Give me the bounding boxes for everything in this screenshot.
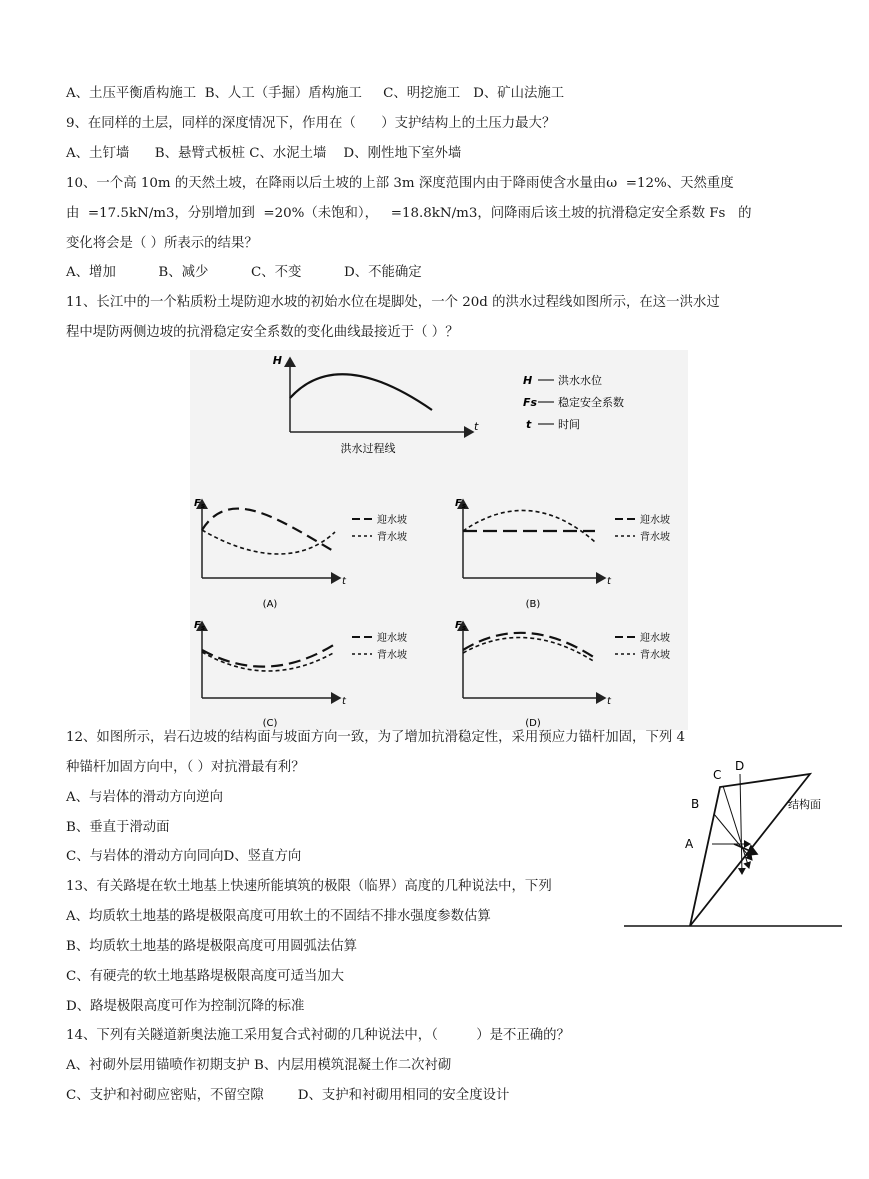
question-12-option-a: A、与岩体的滑动方向逆向 <box>66 790 223 805</box>
panel-b-x-label: t <box>607 576 611 587</box>
panel-b <box>455 498 670 610</box>
legend-text-t: 时间 <box>558 418 580 431</box>
flood-curve <box>290 374 432 410</box>
panel-c-downstream-label: 背水坡 <box>377 650 407 661</box>
panel-c-upstream-label: 迎水坡 <box>377 633 407 644</box>
panel-d-upstream-curve <box>463 633 595 658</box>
label-b: B <box>691 797 700 811</box>
panel-c-y-label: $F_s$ <box>194 620 206 632</box>
panel-d-x-label: t <box>607 696 611 707</box>
panel-a-y-label: $F_s$ <box>194 498 206 510</box>
figure-question-11 <box>190 350 688 730</box>
panel-a-upstream-label: 迎水坡 <box>377 515 407 526</box>
panel-d-downstream-label: 背水坡 <box>640 650 670 661</box>
question-13-option-a: A、均质软土地基的路堤极限高度可用软土的不固结不排水强度参数估算 <box>66 909 491 924</box>
slope-outline <box>690 774 810 926</box>
question-12-option-b: B、垂直于滑动面 <box>66 820 170 835</box>
flood-x-axis-label: t <box>474 420 479 433</box>
label-a: A <box>685 837 694 851</box>
panel-a-downstream-label: 背水坡 <box>377 532 407 543</box>
panel-d-caption: (D) <box>525 718 541 729</box>
question-10-line-1: 10、一个高 10m 的天然土坡，在降雨以后土坡的上部 3m 深度范围内由于降雨使含水量由ω =12%、天然重度 <box>66 176 734 191</box>
flood-hydrograph <box>273 354 479 455</box>
question-12-option-c-d: C、与岩体的滑动方向同向D、竖直方向 <box>66 849 302 864</box>
question-11-line-1: 11、长江中的一个粘质粉土堤防迎水坡的初始水位在堤脚处，一个 20d 的洪水过程线如图所示，在这一洪水过 <box>66 295 720 310</box>
question-10-line-2: 由 =17.5kN/m3，分别增加到 =20%（未饱和）， =18.8kN/m3，问降雨后该土坡的抗滑稳定安全系数 Fs 的 <box>66 206 752 221</box>
panel-a <box>194 498 407 610</box>
question-9-options: A、土钉墙 B、悬臂式板桩 C、水泥土墙 D、刚性地下室外墙 <box>66 146 462 161</box>
panel-a-downstream-curve <box>202 530 335 554</box>
panel-c-x-label: t <box>342 696 346 707</box>
panel-a-upstream-curve <box>202 509 335 552</box>
panel-d-y-label: $F_s$ <box>455 620 467 632</box>
panel-b-caption: (B) <box>525 599 541 610</box>
question-9: 9、在同样的土层，同样的深度情况下，作用在（ ）支护结构上的土压力最大？ <box>66 116 556 131</box>
legend-text-fs: 稳定安全系数 <box>558 396 624 409</box>
panel-c-caption: (C) <box>262 718 278 729</box>
legend-symbol-fs: Fs <box>523 396 538 409</box>
panel-a-x-label: t <box>342 576 346 587</box>
panel-a-caption: (A) <box>262 599 278 610</box>
anchor-b <box>714 814 752 860</box>
legend-text-h: 洪水水位 <box>558 374 602 387</box>
panel-c-upstream-curve <box>202 644 335 667</box>
question-14-option-a-b: A、衬砌外层用锚喷作初期支护 B、内层用模筑混凝土作二次衬砌 <box>66 1058 452 1073</box>
label-d: D <box>735 759 745 773</box>
panel-c <box>194 620 407 729</box>
anchor-d <box>740 774 742 874</box>
question-13-option-b: B、均质软土地基的路堤极限高度可用圆弧法估算 <box>66 939 358 954</box>
question-12-line-1: 12、如图所示，岩石边坡的结构面与坡面方向一致，为了增加抗滑稳定性，采用预应力锚杆加固，下列 4 <box>66 730 685 745</box>
panel-b-y-label: $F_s$ <box>455 498 467 510</box>
label-structural-plane: 结构面 <box>788 798 821 811</box>
question-14-option-c-d: C、支护和衬砌应密贴，不留空隙 D、支护和衬砌用相同的安全度设计 <box>66 1088 510 1103</box>
panel-b-downstream-label: 背水坡 <box>640 532 670 543</box>
question-11-line-2: 程中堤防两侧边坡的抗滑稳定安全系数的变化曲线最接近于（ ）？ <box>66 325 459 340</box>
panel-d <box>455 620 670 729</box>
question-13: 13、有关路堤在软土地基上快速所能填筑的极限（临界）高度的几种说法中，下列 <box>66 879 552 894</box>
question-13-option-c: C、有硬壳的软土地基路堤极限高度可适当加大 <box>66 969 345 984</box>
panel-b-upstream-label: 迎水坡 <box>640 515 670 526</box>
flood-caption: 洪水过程线 <box>340 442 396 455</box>
legend-symbol-h: H <box>523 374 533 387</box>
panel-b-downstream-curve <box>463 510 595 542</box>
flood-y-axis-label: H <box>272 354 282 367</box>
figure-legend <box>523 373 624 431</box>
question-10-options: A、增加 B、减少 C、不变 D、不能确定 <box>66 265 422 280</box>
question-14: 14、下列有关隧道新奥法施工采用复合式衬砌的几种说法中，（ ）是不正确的？ <box>66 1028 570 1043</box>
anchor-c <box>723 786 749 868</box>
figure-question-12 <box>622 756 844 930</box>
label-c: C <box>713 768 722 782</box>
question-13-option-d: D、路堤极限高度可作为控制沉降的标准 <box>66 999 305 1014</box>
question-10-line-3: 变化将会是（ ）所表示的结果？ <box>66 236 258 251</box>
line-1: A、土压平衡盾构施工 B、人工（手掘）盾构施工 C、明挖施工 D、矿山法施工 <box>66 86 565 101</box>
question-12-line-2: 种锚杆加固方向中，（ ）对抗滑最有利？ <box>66 760 305 775</box>
legend-symbol-t: t <box>526 418 532 431</box>
panel-d-upstream-label: 迎水坡 <box>640 633 670 644</box>
